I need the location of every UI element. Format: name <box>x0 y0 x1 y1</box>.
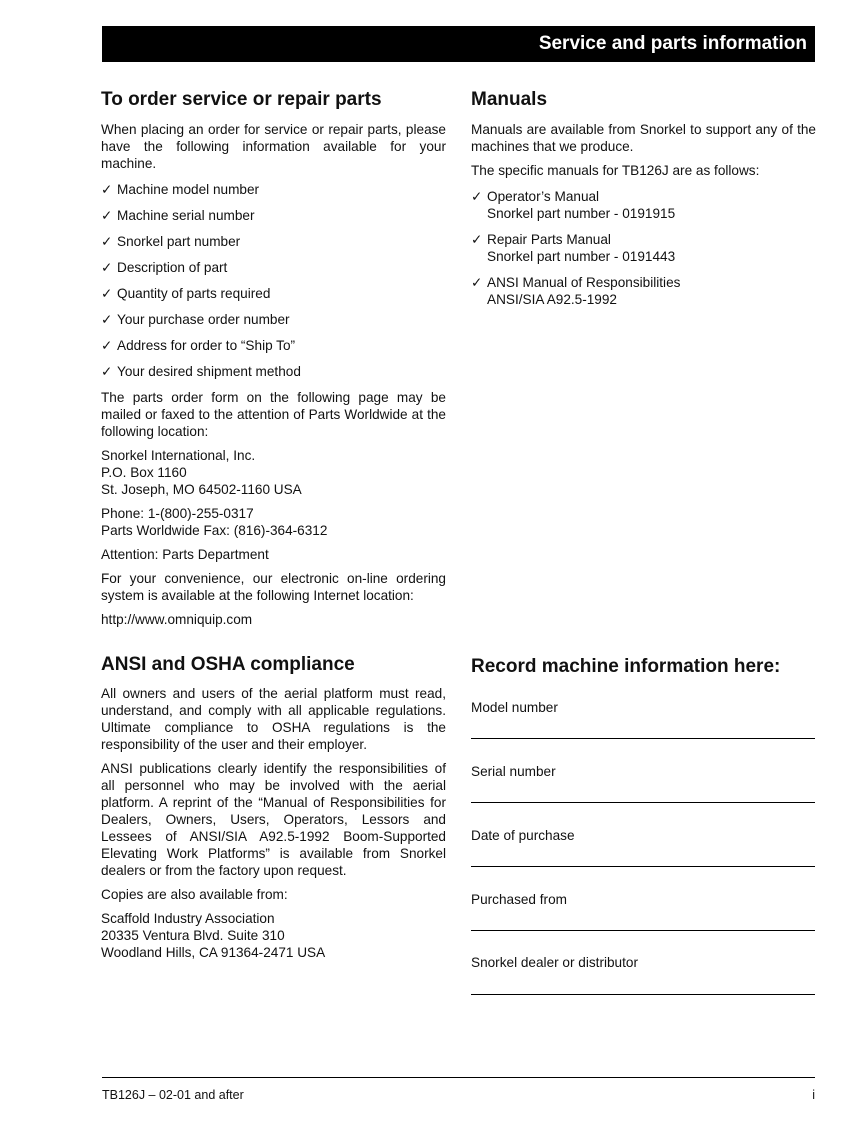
manuals-heading: Manuals <box>471 89 548 110</box>
address-line: Woodland Hills, CA 91364-2471 USA <box>101 945 326 960</box>
sia-address <box>101 910 446 961</box>
field-label: Model number <box>471 700 558 715</box>
manuals-intro: Manuals are available from Snorkel to support any of the machines that we produce. <box>471 122 816 154</box>
order-address <box>101 447 446 498</box>
manual-item <box>471 231 816 265</box>
manual-item <box>471 274 816 308</box>
checklist-item: ✓ Your purchase order number <box>101 311 446 328</box>
page-number: i <box>812 1088 815 1102</box>
manual-part-number: Snorkel part number - 0191443 <box>487 249 676 264</box>
manuals-specific: The specific manuals for TB126J are as follows: <box>471 163 760 178</box>
address-line: P.O. Box 1160 <box>101 465 187 480</box>
manuals-section <box>471 121 816 317</box>
fill-line <box>471 994 815 995</box>
address-line: 20335 Ventura Blvd. Suite 310 <box>101 928 285 943</box>
record-field-purchased-from[interactable] <box>471 892 815 907</box>
checklist-item: ✓ Your desired shipment method <box>101 363 446 380</box>
checklist-item: ✓ Description of part <box>101 259 446 276</box>
footer-doc-id: TB126J – 02-01 and after <box>102 1088 244 1102</box>
field-label: Purchased from <box>471 892 567 907</box>
ansi-p2: ANSI publications clearly identify the responsibilities of all personnel who may be involved with the aerial platform. A reprint of the “Manual of Responsibilities for Dealers, Owners, Users, Operators, Lessors and Lessees of ANSI/SIA A92.5-1992 Boom-Supported Elevating Work Platforms” is available from Snorkel dealers or from the factory upon request. <box>101 761 446 878</box>
field-label: Serial number <box>471 764 556 779</box>
record-field-dealer[interactable] <box>471 955 815 970</box>
fill-line <box>471 866 815 867</box>
header-title: Service and parts information <box>538 33 807 54</box>
field-label: Snorkel dealer or distributor <box>471 955 638 970</box>
address-line: Scaffold Industry Association <box>101 911 275 926</box>
order-heading: To order service or repair parts <box>101 89 382 110</box>
checklist-item: ✓ Quantity of parts required <box>101 285 446 302</box>
address-line: Snorkel International, Inc. <box>101 448 256 463</box>
manual-title: Repair Parts Manual <box>487 232 611 247</box>
checklist-item: ✓ Machine model number <box>101 181 446 198</box>
fill-line <box>471 738 815 739</box>
fill-line <box>471 802 815 803</box>
checklist-item: ✓ Machine serial number <box>101 207 446 224</box>
manual-title: ANSI Manual of Responsibilities <box>487 275 681 290</box>
checklist-item: ✓ Snorkel part number <box>101 233 446 250</box>
ansi-section <box>101 685 446 968</box>
order-section <box>101 121 446 635</box>
record-field-model[interactable] <box>471 700 815 715</box>
checklist-item: ✓ Address for order to “Ship To” <box>101 337 446 354</box>
record-heading: Record machine information here: <box>471 656 781 677</box>
manual-item <box>471 188 816 222</box>
copies-text: Copies are also available from: <box>101 887 288 902</box>
phone-info <box>101 505 446 539</box>
form-text: The parts order form on the following page may be mailed or faxed to the attention of Parts Worldwide at the following location: <box>101 390 446 439</box>
manual-part-number: Snorkel part number - 0191915 <box>487 206 676 221</box>
online-text: For your convenience, our electronic on-line ordering system is available at the following Internet location: <box>101 571 446 603</box>
fill-line <box>471 930 815 931</box>
ansi-heading: ANSI and OSHA compliance <box>101 654 355 675</box>
footer-rule <box>102 1077 815 1078</box>
ansi-p1: All owners and users of the aerial platform must read, understand, and comply with all applicable regulations. Ultimate compliance to OSHA regulations is the responsibility of the user and their employer. <box>101 686 446 752</box>
record-field-serial[interactable] <box>471 764 815 779</box>
fax-line: Parts Worldwide Fax: (816)-364-6312 <box>101 523 328 538</box>
attention: Attention: Parts Department <box>101 547 269 562</box>
address-line: St. Joseph, MO 64502-1160 USA <box>101 482 302 497</box>
field-label: Date of purchase <box>471 828 575 843</box>
website-link[interactable]: http://www.omniquip.com <box>101 612 253 627</box>
record-field-date[interactable] <box>471 828 815 843</box>
header-bar <box>102 26 815 62</box>
manual-title: Operator’s Manual <box>487 189 600 204</box>
manual-part-number: ANSI/SIA A92.5-1992 <box>487 292 617 307</box>
order-intro: When placing an order for service or repair parts, please have the following information available for your machine. <box>101 122 446 171</box>
phone-line: Phone: 1-(800)-255-0317 <box>101 506 254 521</box>
